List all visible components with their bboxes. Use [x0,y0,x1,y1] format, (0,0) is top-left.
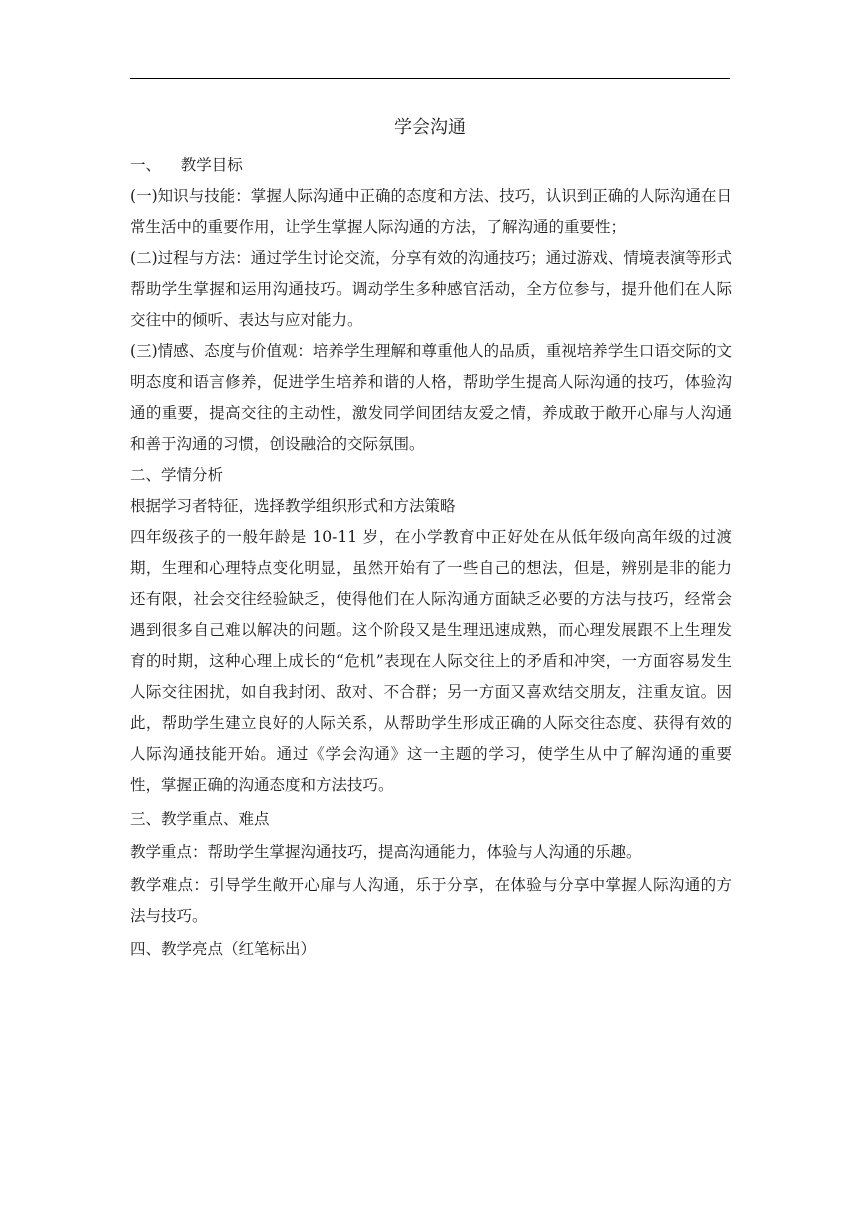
header-rule [130,78,730,79]
paragraph-student-analysis: 四年级孩子的一般年龄是 10-11 岁，在小学教育中正好处在从低年级向高年级的过渡期，生理和心理特点变化明显，虽然开始有了一些自己的想法，但是，辨别是非的能力还有限，社会交往经验缺乏，使得他们在人际沟通方面缺乏必要的方法与技巧，经常会遇到很多自己难以解决的问题。这个阶段又是生理迅速成熟，而心理发展跟不上生理发育的时期，这种心理上成长的“危机”表现在人际交往上的矛盾和冲突，一方面容易发生人际交往困扰，如自我封闭、敌对、不合群；另一方面又喜欢结交朋友，注重友谊。因此，帮助学生建立良好的人际关系，从帮助学生形成正确的人际交往态度、获得有效的人际沟通技能开始。通过《学会沟通》这一主题的学习，使学生从中了解沟通的重要性，掌握正确的沟通态度和方法技巧。 [130,528,732,794]
section-heading-highlights: 四、教学亮点（红笔标出） [130,940,317,958]
paragraph-emotion-values: (三)情感、态度与价值观：培养学生理解和尊重他人的品质，重视培养学生口语交际的文明态度和语言修养，促进学生培养和谐的人格，帮助学生提高人际沟通的技巧，体验沟通的重要，提高交往的主动性，激发同学间团结友爱之情，养成敢于敞开心扉与人沟通和善于沟通的习惯，创设融洽的交际氛围。 [130,342,732,453]
section-heading-teaching-goals: 一、 教学目标 [130,156,243,174]
paragraph-key-point: 教学重点：帮助学生掌握沟通技巧，提高沟通能力，体验与人沟通的乐趣。 [130,843,642,861]
paragraph-process-methods: (二)过程与方法：通过学生讨论交流，分享有效的沟通技巧；通过游戏、情境表演等形式帮助学生掌握和运用沟通技巧。调动学生多种感官活动，全方位参与，提升他们在人际交往中的倾听、表达与应对能力。 [130,249,732,329]
paragraph-knowledge-skills: (一)知识与技能：掌握人际沟通中正确的态度和方法、技巧，认识到正确的人际沟通在日常生活中的重要作用，让学生掌握人际沟通的方法，了解沟通的重要性； [130,187,732,236]
document-body [130,150,732,965]
document-title: 学会沟通 [394,117,466,138]
section-heading-key-points: 三、教学重点、难点 [130,810,270,828]
paragraph-difficult-point: 教学难点：引导学生敞开心扉与人沟通，乐于分享，在体验与分享中掌握人际沟通的方法与技巧。 [130,876,732,925]
paragraph-learner-characteristics: 根据学习者特征，选择教学组织形式和方法策略 [130,497,456,515]
section-heading-student-analysis: 二、学情分析 [130,466,224,484]
